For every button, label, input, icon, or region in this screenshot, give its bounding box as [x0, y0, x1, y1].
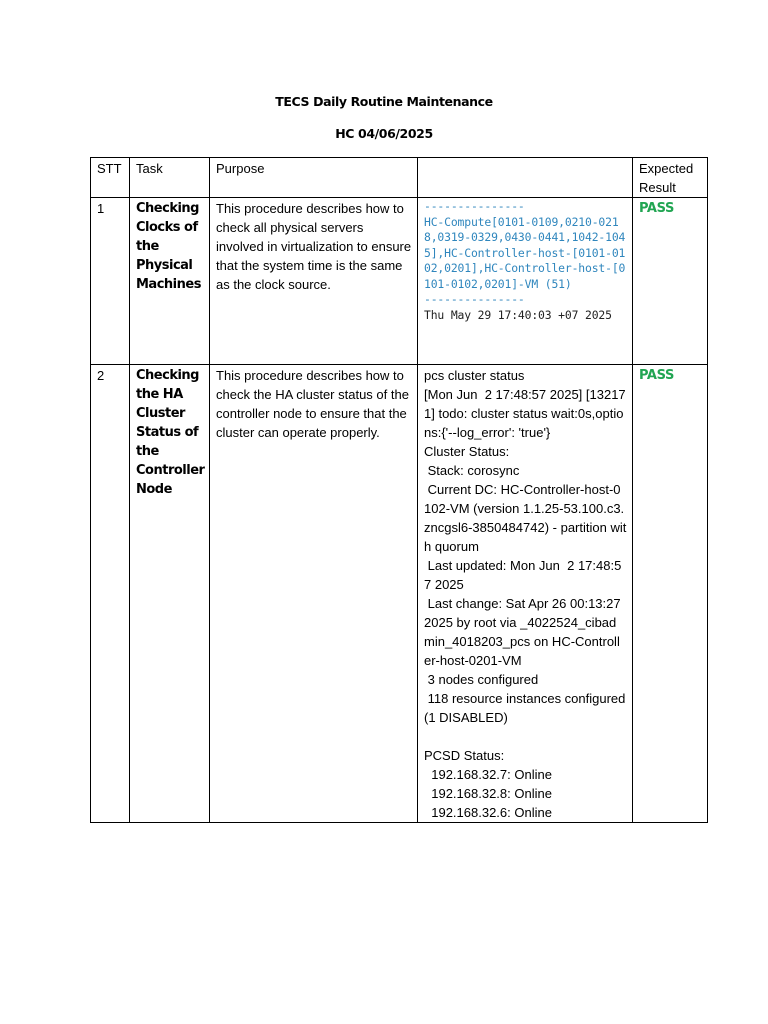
- row-result: PASS: [633, 365, 708, 823]
- header-row: [91, 158, 708, 198]
- row-output: [418, 198, 633, 365]
- document-title: TECS Daily Routine Maintenance: [275, 94, 493, 109]
- header-output: [418, 158, 633, 198]
- table-row: [91, 198, 708, 365]
- row-purpose: This procedure describes how to check all physical servers involved in virtualization to ensure that the system time is the same as the clock source.: [210, 198, 418, 365]
- row-output: pcs cluster status [Mon Jun 2 17:48:57 2025] [132171] todo: cluster status wait:0s,options:{'--log_error': 'true'} Cluster Status: Stack: corosync Current DC: HC-Controller-host-0102-VM (version 1.1.25-53.100.c3.zncgsl6-3850484742) - partition with quorum Last updated: Mon Jun 2 17:48:57 2025 Last change: Sat Apr 26 00:13:27 2025 by root via _4022524_cibadmin_4018203_pcs on HC-Controller-host-0201-VM 3 nodes configured 118 resource instances configured (1 DISABLED) PCSD Status: 192.168.32.7: Online 192.168.32.8: Online 192.168.32.6: Online: [418, 365, 633, 823]
- row-purpose: This procedure describes how to check the HA cluster status of the controller node to ensure that the cluster can operate properly.: [210, 365, 418, 823]
- output-separator: ---------------: [424, 292, 525, 306]
- header-purpose: Purpose: [210, 158, 418, 198]
- maintenance-table: [90, 157, 708, 823]
- row-task: Checking the HA Cluster Status of the Controller Node: [130, 365, 210, 823]
- output-host-list: HC-Compute[0101-0109,0210-0218,0319-0329,0430-0441,1042-1045],HC-Controller-host-[0101-0102,0201],HC-Controller-host-[0101-0102,0201]-VM (51): [424, 214, 626, 291]
- row-stt: 2: [91, 365, 130, 823]
- header-task: Task: [130, 158, 210, 198]
- header-expected-result: Expected Result: [633, 158, 708, 198]
- document-subtitle: HC 04/06/2025: [335, 126, 433, 141]
- header-stt: STT: [91, 158, 130, 198]
- output-separator: ---------------: [424, 199, 525, 213]
- row-task: Checking Clocks of the Physical Machines: [130, 198, 210, 365]
- output-timestamp: Thu May 29 17:40:03 +07 2025: [424, 307, 612, 322]
- table-row: [91, 365, 708, 823]
- row-result: PASS: [633, 198, 708, 365]
- row-stt: 1: [91, 198, 130, 365]
